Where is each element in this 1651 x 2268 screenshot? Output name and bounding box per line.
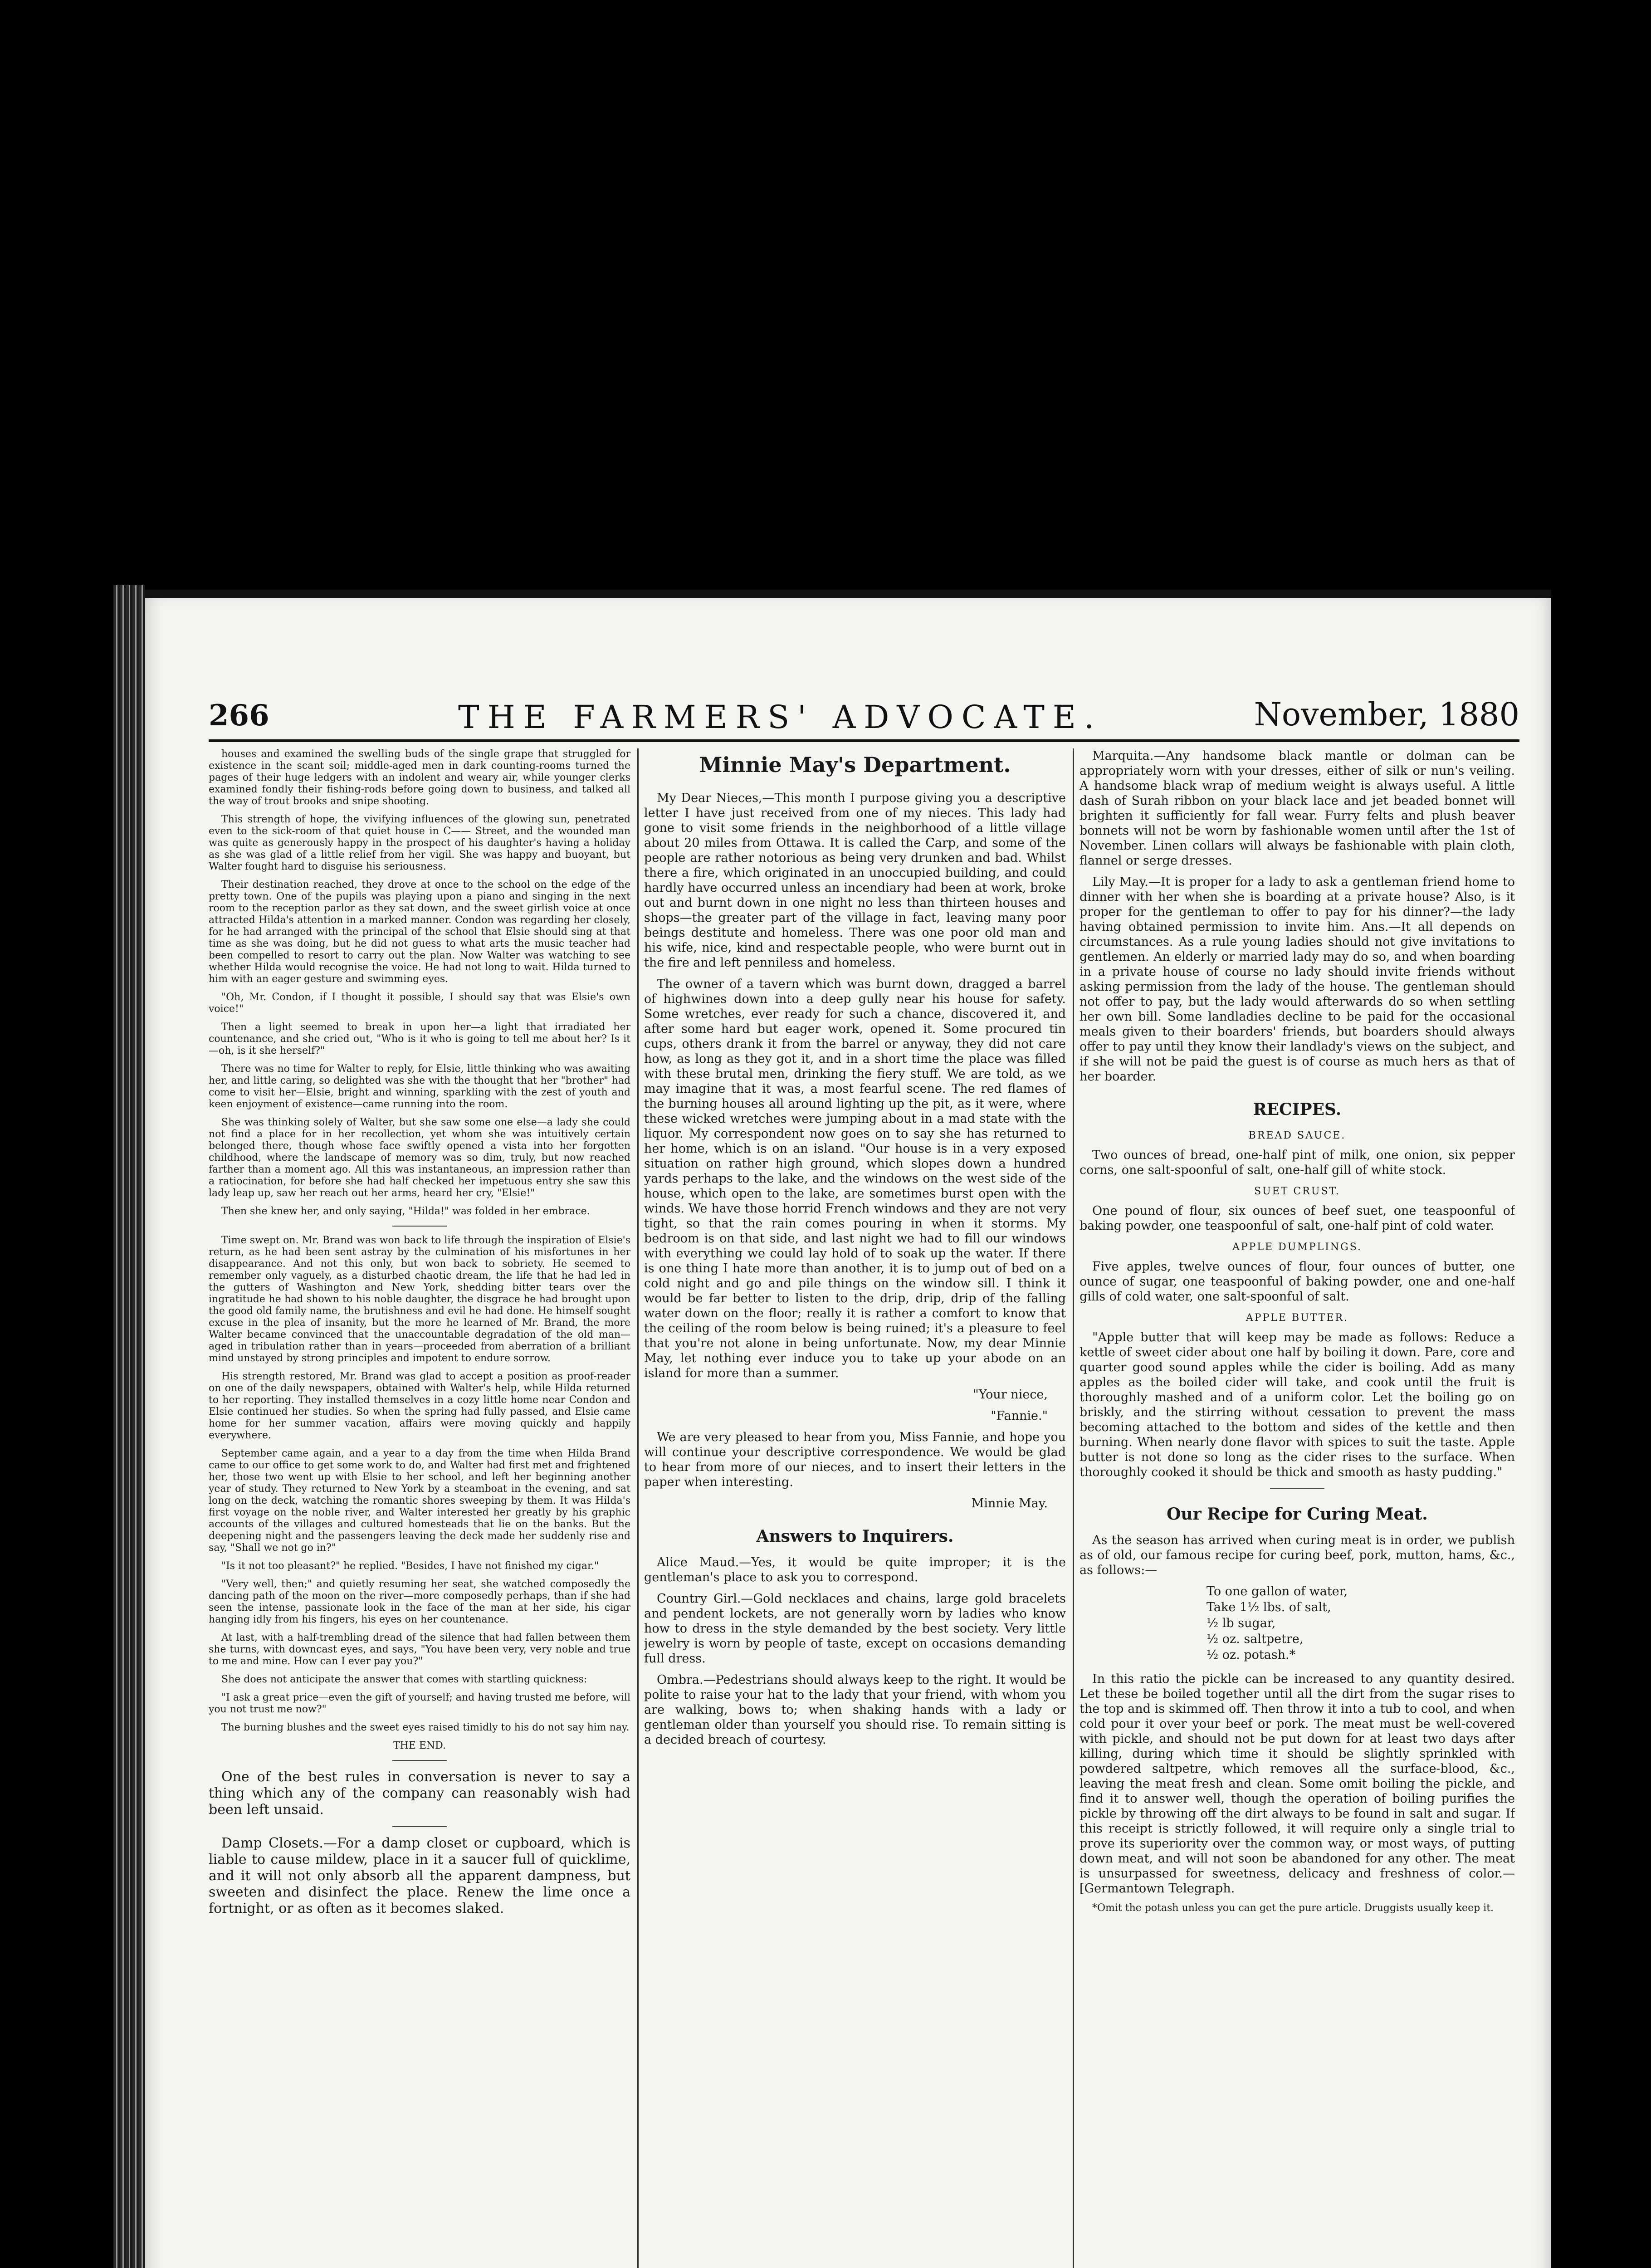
- letter-closing: "Your niece,: [973, 1388, 1048, 1402]
- letter-intro: My Dear Nieces,—This month I purpose giving you a descriptive letter I have just received from one of my nieces. This lady had gone to visit some friends in the neighborhood of a little village about 20 miles from Ottawa. It is called the Carp, and some of the people are rather notorious as being very drunken and bad. Whilst there a fire, which originated in an unoccupied building, and could hardly have occurred unless an incendiary had been at work, broke out and burnt down in one night no less than thirteen houses and shops—the greater part of the village in fact, leaving many poor beings destitute and homeless. There was one poor old man and his wife, nice, kind and respectable people, who were burnt out in the fire and left penniless and homeless.: [644, 791, 1066, 970]
- answer-item: Marquita.—Any handsome black mantle or dolman can be appropriately worn with your dresses, either of silk or nun's veiling. A handsome black wrap of medium weight is always useful. A little dash of Surah ribbon on your black lace and jet beaded bonnet will brighten it sufficiently for fall wear. Furry felts and plush beaver bonnets will not be worn by fashionable women until after the 1st of November. Linen collars will always be fashionable with plain cloth, flannel or serge dresses.: [1080, 749, 1515, 868]
- story-paragraph: houses and examined the swelling buds of the single grape that struggled for existence in the scant soil; middle-aged men in dark counting-rooms turned the pages of their huge ledgers with an indolent and weary air, while younger clerks examined fondly their fishing-rods before going down to business, and talked all the way of trout brooks and snipe shooting.: [209, 748, 630, 807]
- story-paragraph: "Oh, Mr. Condon, if I thought it possible, I should say that was Elsie's own voice!": [209, 992, 630, 1015]
- story-paragraph: Then a light seemed to break in upon her—a light that irradiated her countenance, and she cried out, "Who is it who is going to tell me about her? Is it—oh, is it she herself?": [209, 1022, 630, 1056]
- recipe-text: Five apples, twelve ounces of flour, four ounces of butter, one ounce of sugar, one teaspoonful of baking powder, one and one-half gills of cold water, one salt-spoonful of salt.: [1080, 1260, 1515, 1304]
- story-paragraph: Then she knew her, and only saying, "Hilda!" was folded in her embrace.: [221, 1206, 590, 1217]
- column-rule: [637, 748, 639, 2268]
- story-paragraph: Time swept on. Mr. Brand was won back to life through the inspiration of Elsie's return, as he had been sent astray by the culmination of his misfortunes in her disappearance. And not this only, but won back to sobriety. He seemed to remember only vaguely, as a disturbed chaotic dream, the life that he had led in the gutters of Washington and New York, shedding bitter tears over the ingratitude he had shown to his noble daughter, the disgrace he had brought upon the good old family name, the brutishness and evil he had done. He himself sought excuse in the plea of insanity, but the more he learned of Mr. Brand, the more Walter became convinced that the unaccountable degradation of the old man—aged in tribulation rather than in years—proceeded from aberration of a brilliant mind unstayed by strong principles and impotent to endure sorrow.: [209, 1235, 630, 1364]
- answer-item: Ombra.—Pedestrians should always keep to the right. It would be polite to raise your hat to the lady that your friend, with whom you are walking, bows to; when shaking hands with a lady or gentleman older than yourself you should rise. To remain sitting is a decided breach of courtesy.: [644, 1673, 1066, 1747]
- story-paragraph: There was no time for Walter to reply, for Elsie, little thinking who was awaiting her, and little caring, so delighted was she with the thought that her "brother" had come to visit her—Elsie, bright and winning, sparkling with the zest of youth and keen enjoyment of existence—came running into the room.: [209, 1063, 630, 1110]
- recipe-name: APPLE DUMPLINGS.: [1232, 1242, 1363, 1253]
- header-rule: [209, 739, 1519, 742]
- page-number: 266: [209, 699, 269, 733]
- ingredient-item: ½ oz. saltpetre,: [1206, 1632, 1304, 1646]
- story-paragraph: "Very well, then;" and quietly resuming her seat, she watched composedly the dancing path of the moon on the river—more composedly perhaps, than if she had seen the intense, passionate look in the face of the man at her side, his cigar hanging idly from his fingers, his eyes on her countenance.: [209, 1579, 630, 1625]
- section-divider: [392, 1760, 447, 1761]
- story-paragraph: "I ask a great price—even the gift of yourself; and having trusted me before, will you not trust me now?": [209, 1692, 630, 1715]
- answer-item: Alice Maud.—Yes, it would be quite improper; it is the gentleman's place to ask you to correspond.: [644, 1555, 1066, 1584]
- recipe-text: Two ounces of bread, one-half pint of milk, one onion, six pepper corns, one salt-spoonful of salt, one-half gill of white stock.: [1080, 1148, 1515, 1177]
- story-end: THE END.: [393, 1740, 446, 1751]
- section-divider: [392, 1826, 447, 1827]
- recipes-title: RECIPES.: [1253, 1100, 1342, 1119]
- story-paragraph: Their destination reached, they drove at once to the school on the edge of the pretty town. One of the pupils was playing upon a piano and singing in the next room to the reception parlor as they sat down, and the sweet girlish voice at once attracted Hilda's attention in a marked manner. Condon was regarding her closely, for he had arranged with the principal of the school that Elsie should sing at that time as she was doing, but he did not guess to what arts the music teacher had been compelled to resort to carry out the plan. Now Walter was watching to see whether Hilda would recognise the voice. He had not long to wait. Hilda turned to him with an eager gesture and swimming eyes.: [209, 879, 630, 985]
- masthead-title: THE FARMERS' ADVOCATE.: [458, 699, 1103, 736]
- column-rule: [1073, 748, 1074, 2268]
- column-left: [209, 748, 630, 2268]
- meat-intro: As the season has arrived when curing meat is in order, we publish as of old, our famous recipe for curing beef, pork, mutton, hams, &c., as follows:—: [1080, 1533, 1515, 1577]
- recipe-name: APPLE BUTTER.: [1246, 1312, 1349, 1324]
- story-paragraph: This strength of hope, the vivifying influences of the glowing sun, penetrated even to the sick-room of that quiet house in C—— Street, and the wounded man was quite as generously happy in the prospect of his daughter's having a holiday as she was glad of a little relief from her vigil. She was happy and buoyant, but Walter fought hard to disguise his seriousness.: [209, 814, 630, 872]
- issue-date: November, 1880: [1254, 696, 1519, 733]
- editor-signature: Minnie May.: [971, 1496, 1048, 1510]
- story-paragraph: At last, with a half-trembling dread of the silence that had fallen between them she turns, with downcast eyes, and says, "You have been very, very noble and true to me and mine. How can I ever pay you?": [209, 1632, 630, 1667]
- answers-title: Answers to Inquirers.: [756, 1527, 954, 1546]
- recipe-name: BREAD SAUCE.: [1248, 1130, 1346, 1141]
- book-binding: [113, 585, 145, 2268]
- newspaper-page: [145, 590, 1551, 2268]
- column-right: [1080, 748, 1515, 2268]
- page-header: [209, 696, 1519, 736]
- damp-closets-tip: Damp Closets.—For a damp closet or cupboard, which is liable to cause mildew, place in it a saucer full of quicklime, and it will not only absorb all the apparent dampness, but sweeten and disinfect the place. Renew the lime once a fortnight, or as often as it becomes slaked.: [209, 1835, 630, 1916]
- ingredient-item: Take 1½ lbs. of salt,: [1206, 1600, 1331, 1614]
- ingredient-item: To one gallon of water,: [1206, 1584, 1348, 1598]
- ingredient-item: ½ oz. potash.*: [1206, 1648, 1296, 1662]
- answer-item: Country Girl.—Gold necklaces and chains, large gold bracelets and pendent lockets, are not generally worn by ladies who know how to dress in the style demanded by the best society. Very little jewelry is worn by people of taste, except on occasions demanding full dress.: [644, 1592, 1066, 1666]
- section-divider: [392, 1226, 447, 1227]
- letter-body: The owner of a tavern which was burnt down, dragged a barrel of highwines down into a deep gully near his house for safety. Some wretches, ever ready for such a chance, discovered it, and after some hard but eager work, opened it. Some procured tin cups, others drank it from the barrel or anyway, they did not care how, as long as they got it, and in a short time the place was filled with these brutal men, drinking the fiery stuff. We are told, as we may imagine that it was, a most fearful scene. The red flames of the burning houses all around lighting up the pit, as it were, where these wicked wretches were jumping about in a mad state with the liquor. My correspondent now goes on to say she has returned to her home, which is on an island. "Our house is in a very exposed situation on rather high ground, which slopes down a hundred yards perhaps to the lake, and the windows on the west side of the house, which open to the lake, are sometimes burst open with the winds. We have those horrid French windows and they are not very tight, so that the rain comes pouring in when it storms. My bedroom is on that side, and last night we had to fill our windows with everything we could lay hold of to soak up the water. If there is one thing I hate more than another, it is to jump out of bed on a cold night and go and pile things on the window sill. I think it would be far better to listen to the drip, drip, drip of the falling water down on the floor; really it is rather a comfort to know that the ceiling of the room below is being ruined; it's a pleasure to feel that you're not alone in being unfortunate. Now, my dear Minnie May, let nothing ever induce you to take up your abode on an island for more than a summer.: [644, 977, 1066, 1380]
- letter-signature: "Fannie.": [991, 1409, 1048, 1423]
- meat-text: In this ratio the pickle can be increased to any quantity desired. Let these be boiled together until all the dirt from the sugar rises to the top and is skimmed off. Then throw it into a tub to cool, and when cold pour it over your beef or pork. The meat must be well-covered with pickle, and should not be put down for at least two days after killing, during which time it should be slightly sprinkled with powdered saltpetre, which removes all the surface-blood, &c., leaving the meat fresh and clean. Some omit boiling the pickle, and find it to answer well, though the operation of boiling purifies the pickle by throwing off the dirt always to be found in salt and sugar. If this receipt is strictly followed, it will require only a single trial to prove its superiority over the common way, or most ways, of putting down meat, and will not soon be abandoned for any other. The meat is unsurpassed for sweetness, delicacy and freshness of color.—[Germantown Telegraph.: [1080, 1672, 1515, 1896]
- meat-footnote: *Omit the potash unless you can get the pure article. Druggists usually keep it.: [1092, 1902, 1494, 1914]
- recipe-name: SUET CRUST.: [1254, 1186, 1340, 1197]
- column-middle: [644, 748, 1066, 2268]
- answer-item: Lily May.—It is proper for a lady to ask a gentleman friend home to dinner with her when she is boarding at a private house? Also, is it proper for the gentleman to offer to pay for his dinner?—the lady having obtained permission to invite him. Ans.—It all depends on circumstances. As a rule young ladies should not give invitations to gentlemen. An elderly or married lady may do so, and when boarding in a private house of course no lady should invite friends without asking permission from the lady of the house. The gentleman should not offer to pay, but the lady would afterwards do so when settling her own bill. Some landladies decline to be paid for the occasional meals given to their boarders' friends, but boarders should always offer to pay until they know their landlady's views on the subject, and if she will not be paid the guest is of course as much hers as that of her boarder.: [1080, 875, 1515, 1084]
- story-paragraph: September came again, and a year to a day from the time when Hilda Brand came to our office to get some work to do, and Walter had first met and frightened her, those two went up with Elsie to her school, and left her beginning another year of study. They returned to New York by a steamboat in the evening, and sat long on the deck, watching the romantic shores sweeping by them. It was Hilda's first voyage on the noble river, and Walter interested her greatly by his graphic accounts of the villages and cultured homesteads that lie on the banks. But the deepening night and the passengers leaving the deck made her suddenly rise and say, "Shall we not go in?": [209, 1448, 630, 1554]
- story-paragraph: His strength restored, Mr. Brand was glad to accept a position as proof-reader on one of the daily newspapers, obtained with Walter's help, while Hilda returned to her reporting. They installed themselves in a cozy little home near Condon and Elsie continued her studies. So when the spring had fully passed, and Elsie came home for her summer vacation, affairs were moving quickly and happily everywhere.: [209, 1371, 630, 1441]
- meat-recipe-title: Our Recipe for Curing Meat.: [1167, 1505, 1428, 1524]
- top-border: [145, 590, 1551, 598]
- editor-reply: We are very pleased to hear from you, Miss Fannie, and hope you will continue your descriptive correspondence. We would be glad to hear from more of our nieces, and to insert their letters in the paper when interesting.: [644, 1430, 1066, 1489]
- conversation-tip: One of the best rules in conversation is never to say a thing which any of the company can reasonably wish had been left unsaid.: [209, 1769, 630, 1818]
- story-paragraph: "Is it not too pleasant?" he replied. "Besides, I have not finished my cigar.": [221, 1560, 599, 1572]
- story-paragraph: She was thinking solely of Walter, but she saw some one else—a lady she could not find a place for in her recollection, yet whom she was intuitively certain belonged there, though whose face swiftly opened a vista into her forgotten childhood, where the landscape of memory was so dim, truly, but now reached farther than a moment ago. All this was instantaneous, an impression rather than a ratiocination, for before she had half checked her impetuous entry she saw this lady leap up, saw her reach out her arms, heard her cry, "Elsie!": [209, 1117, 630, 1199]
- section-divider: [1270, 1488, 1324, 1489]
- story-paragraph: The burning blushes and the sweet eyes raised timidly to his do not say him nay.: [221, 1722, 630, 1733]
- ingredient-item: ½ lb sugar,: [1206, 1616, 1276, 1630]
- ingredient-list: [1206, 1584, 1515, 1662]
- department-title: Minnie May's Department.: [699, 753, 1011, 777]
- recipe-text: One pound of flour, six ounces of beef suet, one teaspoonful of baking powder, one teaspoonful of salt, one-half pint of cold water.: [1080, 1204, 1515, 1233]
- story-paragraph: She does not anticipate the answer that comes with startling quickness:: [221, 1674, 587, 1685]
- recipe-text: "Apple butter that will keep may be made as follows: Reduce a kettle of sweet cider about one half by boiling it down. Pare, core and quarter good sound apples while the cider is boiling. Add as many apples as the boiled cider will take, and cook until the fruit is thoroughly mashed and of a uniform color. Let the boiling go on briskly, and the stirring without cessation to prevent the mass becoming attached to the bottom and sides of the kettle and then burning. When nearly done flavor with spices to suit the taste. Apple butter is not done so long as the cider rises to the surface. When thoroughly cooked it should be thick and smooth as hasty pudding.": [1080, 1330, 1515, 1479]
